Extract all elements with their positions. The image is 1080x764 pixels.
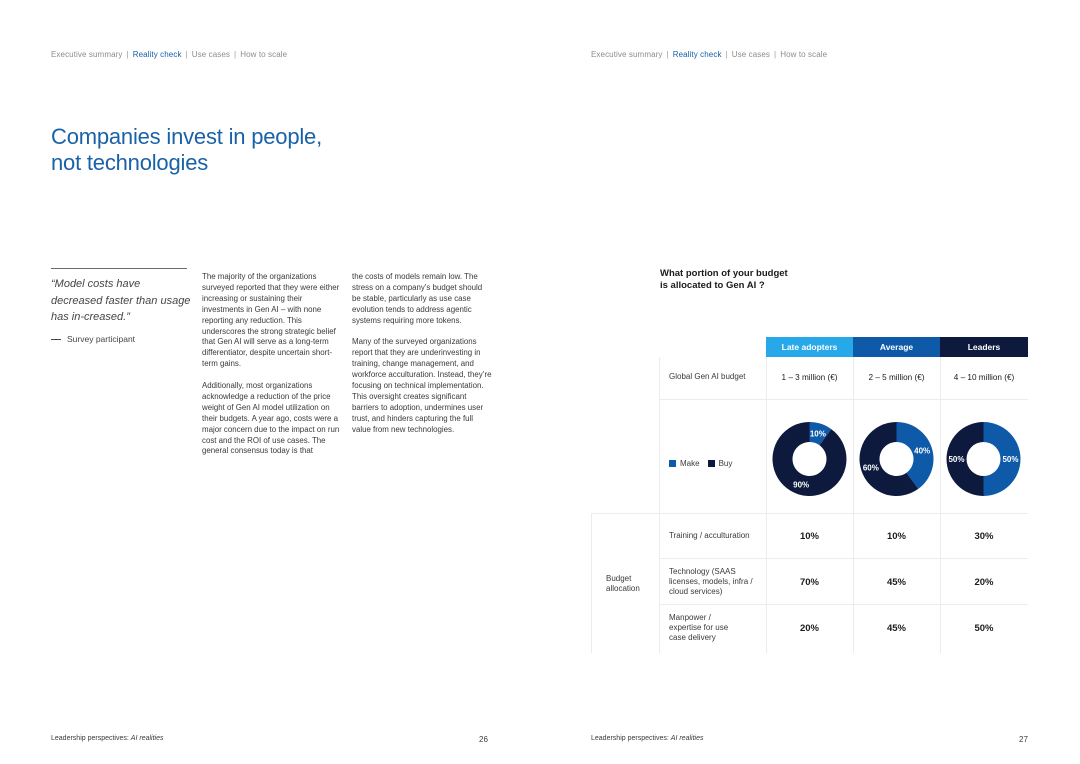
grid-line — [659, 399, 1028, 400]
body-column-1 — [202, 272, 342, 468]
quote-attribution — [51, 334, 135, 344]
breadcrumb-nav-left — [51, 50, 287, 59]
breadcrumb-nav-right — [591, 50, 827, 59]
legend-swatch-make — [669, 460, 676, 467]
footer-publication-title: AI realities — [670, 735, 704, 742]
footer-publication: Leadership perspectives: — [591, 735, 671, 742]
grid-line — [659, 558, 1028, 559]
nav-separator: | — [774, 50, 777, 59]
footer-right — [591, 735, 703, 742]
grid-line — [591, 513, 592, 653]
row-label-line: cloud services) — [669, 587, 723, 596]
row-label-line: expertise for use — [669, 623, 729, 632]
attribution-dash — [51, 339, 61, 340]
footer-publication-title: AI realities — [130, 735, 164, 742]
manpower-leaders: 50% — [974, 623, 994, 634]
legend-swatch-buy — [708, 460, 715, 467]
row-label-manpower — [669, 613, 728, 643]
technology-leaders: 20% — [974, 577, 994, 588]
global-budget-leaders: 4 – 10 million (€) — [953, 373, 1015, 382]
donut-chart-average — [853, 414, 940, 504]
page-number-right: 27 — [1019, 735, 1028, 744]
question-line-1: What portion of your budget — [660, 268, 788, 279]
legend-item-make — [669, 459, 700, 468]
legend-item-buy — [708, 459, 733, 468]
manpower-late-adopters: 20% — [799, 623, 819, 634]
page-title-line-1: Companies invest in people, — [51, 124, 322, 149]
page-number-left: 26 — [479, 735, 488, 744]
row-label-line: Technology (SAAS — [669, 567, 736, 576]
grid-line — [591, 513, 1028, 514]
training-average: 10% — [886, 531, 906, 542]
body-paragraph: Many of the surveyed organizations report that they are underinvesting in training, change management, and workforce acculturation. Instead, they’re focusing on technical implementation. This oversight creates significant barriers to adoption, undermines user trust, and hinders capturing the full value from new technologies. — [352, 337, 492, 434]
body-column-2 — [352, 272, 492, 446]
nav-separator: | — [185, 50, 188, 59]
budget-allocation-label — [606, 574, 640, 594]
nav-separator: | — [666, 50, 669, 59]
legend-label-buy: Buy — [718, 459, 733, 468]
grid-line — [940, 357, 941, 653]
question-line-2: is allocated to Gen AI ? — [660, 279, 765, 291]
quote-divider — [51, 268, 187, 269]
donut-label-buy: 60% — [862, 463, 879, 473]
donut-label-buy: 50% — [948, 455, 965, 464]
budget-allocation-line-1: Budget — [606, 574, 632, 583]
technology-average: 45% — [886, 577, 906, 588]
training-late-adopters: 10% — [799, 531, 819, 542]
donut-label-buy: 90% — [793, 480, 810, 490]
nav-reality-check[interactable]: Reality check — [672, 50, 722, 59]
grid-line — [766, 357, 767, 653]
header-late-adopters: Late adopters — [766, 337, 853, 357]
global-budget-average: 2 – 5 million (€) — [868, 373, 925, 382]
page-title — [51, 124, 322, 176]
nav-separator: | — [126, 50, 129, 59]
body-paragraph: Additionally, most organizations acknowledge a reduction of the price weight of Gen AI model utilization on their budgets. A year ago, costs were a major concern due to the impact on run cost and the ROI of use cases. The general consensus today is that — [202, 381, 340, 456]
nav-how-to-scale[interactable]: How to scale — [780, 50, 828, 59]
survey-question — [660, 268, 820, 291]
global-budget-late-adopters: 1 – 3 million (€) — [781, 373, 838, 382]
footer-left — [51, 735, 163, 742]
row-label-technology — [669, 567, 753, 597]
nav-executive-summary[interactable]: Executive summary — [591, 50, 663, 59]
budget-allocation-line-2: allocation — [606, 584, 640, 593]
chart-legend — [669, 459, 740, 468]
donut-label-make: 40% — [914, 446, 931, 456]
pull-quote: “Model costs have decreased faster than usage has in-creased.” — [51, 278, 191, 323]
grid-line — [659, 604, 1028, 605]
legend-label-make: Make — [680, 459, 700, 468]
row-label-line: licenses, models, infra / — [669, 577, 753, 586]
donut-chart-leaders — [940, 414, 1028, 504]
nav-use-cases[interactable]: Use cases — [191, 50, 230, 59]
donut-chart-late-adopters — [766, 414, 853, 504]
manpower-average: 45% — [886, 623, 906, 634]
nav-how-to-scale[interactable]: How to scale — [240, 50, 288, 59]
header-leaders: Leaders — [940, 337, 1028, 357]
row-label-global-budget: Global Gen AI budget — [669, 372, 746, 381]
nav-use-cases[interactable]: Use cases — [731, 50, 770, 59]
donut-segment-buy — [773, 422, 847, 496]
page-title-line-2: not technologies — [51, 150, 209, 175]
grid-line — [853, 357, 854, 653]
body-paragraph: the costs of models remain low. The stress on a company’s budget should be stable, particularly as use case evolution tends to address agentic systems requiring more tokens. — [352, 272, 483, 325]
body-paragraph: The majority of the organizations surveyed reported that they were either increasing or sustaining their investments in Gen AI – with none reporting any reduction. This underscores the strong strategic belief that Gen AI will serve as a long-term differentiator, despite uncertain short-term gains. — [202, 272, 340, 369]
technology-late-adopters: 70% — [799, 577, 819, 588]
donut-label-make: 10% — [809, 429, 826, 439]
nav-separator: | — [234, 50, 237, 59]
grid-line — [659, 357, 660, 653]
nav-executive-summary[interactable]: Executive summary — [51, 50, 123, 59]
row-label-line: Training / acculturation — [669, 531, 750, 540]
training-leaders: 30% — [974, 531, 994, 542]
row-label-line: case delivery — [669, 633, 716, 642]
footer-publication: Leadership perspectives: — [51, 735, 131, 742]
header-average: Average — [853, 337, 940, 357]
nav-separator: | — [725, 50, 728, 59]
row-label-line: Manpower / — [669, 613, 711, 622]
nav-reality-check[interactable]: Reality check — [132, 50, 182, 59]
row-label-training — [669, 531, 750, 541]
donut-label-make: 50% — [1002, 455, 1019, 464]
quote-author: Survey participant — [67, 334, 136, 344]
